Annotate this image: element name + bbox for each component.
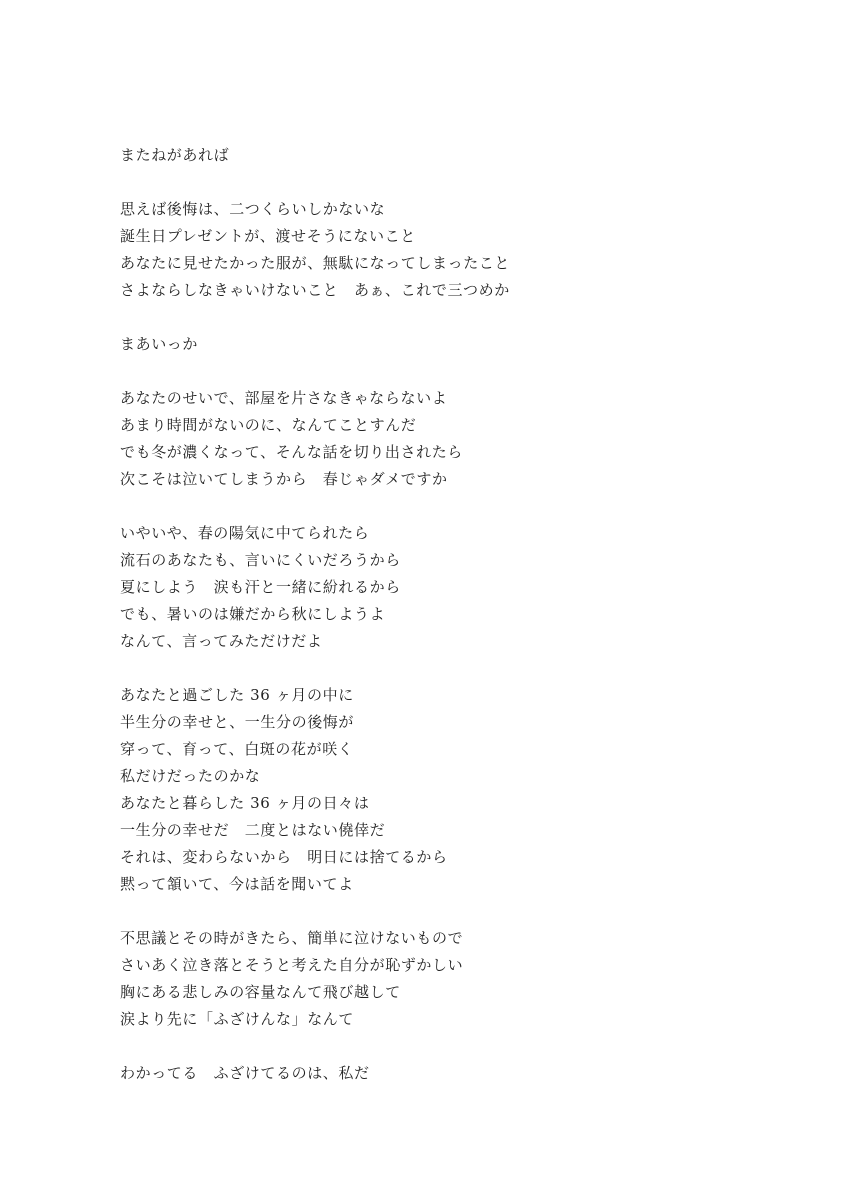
stanza-5-line-3: 穿って、育って、白斑の花が咲く (120, 740, 354, 758)
stanza-1-line-1: 思えば後悔は、二つくらいしかないな (120, 200, 386, 218)
stanza-4-line-5: なんて、言ってみただけだよ (120, 632, 323, 650)
stanza-4-line-1: いやいや、春の陽気に中てられたら (120, 524, 370, 542)
stanza-gap (120, 898, 800, 925)
stanza-5-line-4: 私だけだったのかな (120, 767, 261, 785)
stanza-gap (120, 304, 800, 331)
stanza-1-line-4: さよならしなきゃいけないこと あぁ、これで三つめか (120, 281, 510, 299)
stanza-4-line-4: でも、暑いのは嫌だから秋にしようよ (120, 605, 386, 623)
stanza-4-line-3: 夏にしよう 涙も汗と一緒に紛れるから (120, 578, 401, 596)
stanza-gap (120, 493, 800, 520)
stanza-6-line-1: 不思議とその時がきたら、簡単に泣けないもので (120, 929, 464, 947)
stanza-3-line-1: あなたのせいで、部屋を片さなきゃならないよ (120, 389, 448, 407)
stanza-4-line-2: 流石のあなたも、言いにくいだろうから (120, 551, 401, 569)
stanza-gap (120, 655, 800, 682)
stanza-5-line-6: 一生分の幸せだ 二度とはない僥倖だ (120, 821, 386, 839)
stanza-gap (120, 169, 800, 196)
stanza-2-line-1: まあいっか (120, 335, 199, 353)
stanza-6-line-4: 涙より先に「ふざけんな」なんて (120, 1010, 355, 1028)
stanza-gap (120, 358, 800, 385)
stanza-3-line-2: あまり時間がないのに、なんてことすんだ (120, 416, 417, 434)
document-title: またねがあれば (120, 146, 230, 164)
stanza-1-line-3: あなたに見せたかった服が、無駄になってしまったこと (120, 254, 511, 272)
stanza-5-line-5: あなたと暮らした 36 ヶ月の日々は (120, 794, 370, 812)
stanza-gap (120, 1033, 800, 1060)
stanza-5-line-1: あなたと過ごした 36 ヶ月の中に (120, 686, 354, 704)
stanza-3-line-3: でも冬が濃くなって、そんな話を切り出されたら (120, 443, 463, 461)
stanza-1-line-2: 誕生日プレゼントが、渡せそうにないこと (120, 227, 416, 245)
stanza-6-line-3: 胸にある悲しみの容量なんて飛び越して (120, 983, 401, 1001)
stanza-5-line-2: 半生分の幸せと、一生分の後悔が (120, 713, 355, 731)
stanza-6-line-2: さいあく泣き落とそうと考えた自分が恥ずかしい (120, 956, 464, 974)
stanza-5-line-8: 黙って頷いて、今は話を聞いてよ (120, 875, 354, 893)
stanza-7-line-1: わかってる ふざけてるのは、私だ (120, 1064, 370, 1082)
stanza-5-line-7: それは、変わらないから 明日には捨てるから (120, 848, 448, 866)
stanza-3-line-4: 次こそは泣いてしまうから 春じゃダメですか (120, 470, 448, 488)
lyrics-text (120, 142, 800, 1087)
